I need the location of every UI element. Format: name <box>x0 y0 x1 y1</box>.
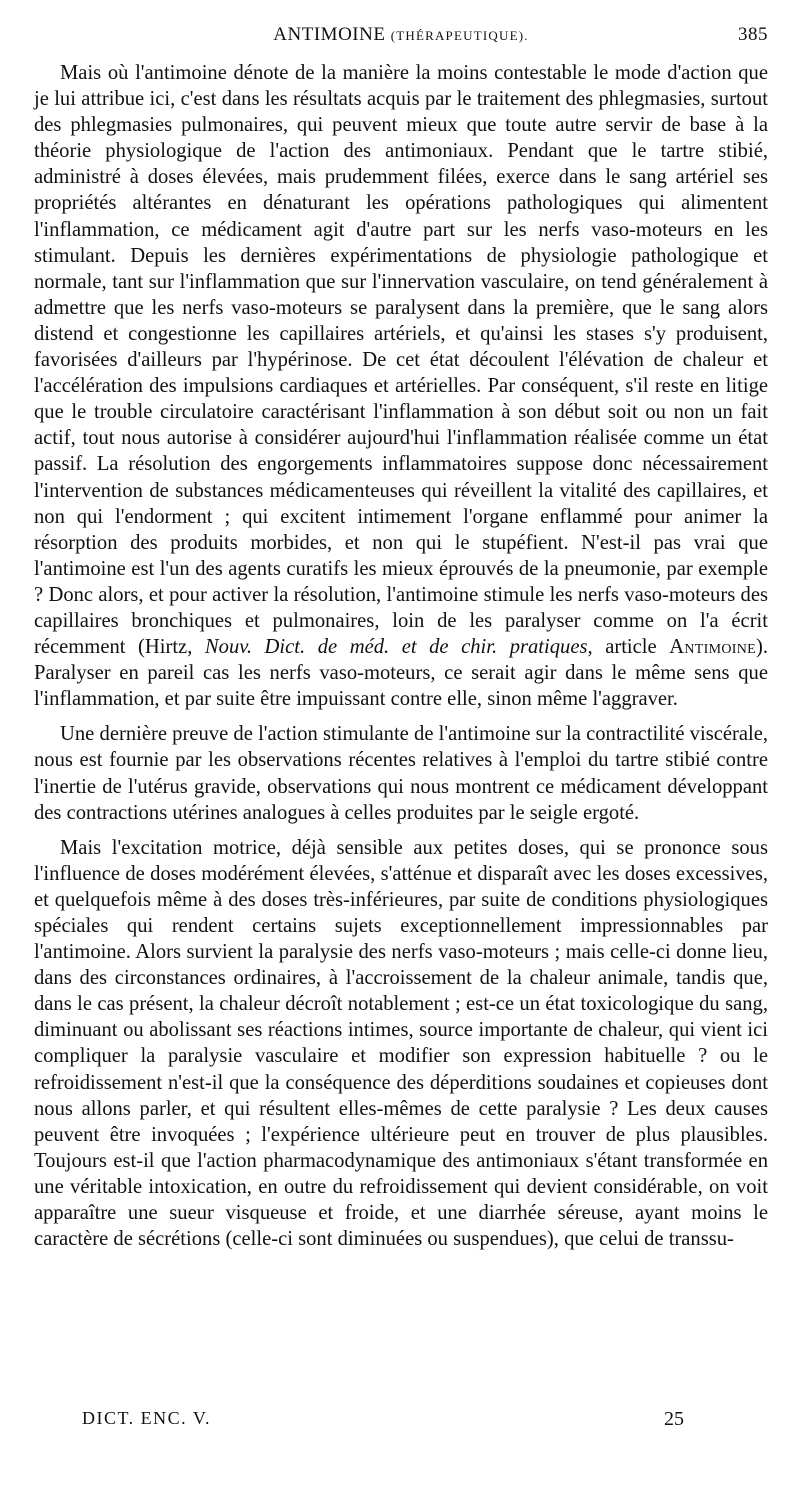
citation-article-label: article <box>592 636 670 659</box>
citation-title: Nouv. Dict. de méd. et de chir. pratiques, <box>204 636 593 659</box>
header-subtitle: (THÉRAPEUTIQUE). <box>390 28 529 43</box>
paragraph-2: Une dernière preuve de l'action stimulante de l'antimoine sur la contractilité viscérale, nous est fournie par les observations récentes relatives à l'emploi du tartre stibié contre l'inertie de l'utérus gravide, observations qui nous montrent ce médicament développant des contractions utérines analogues à celles produites par le seigle ergoté. <box>34 723 768 824</box>
signature-mark: DICT. ENC. V. <box>82 1408 212 1428</box>
citation-article-name: Antimoine <box>669 636 756 659</box>
body-text <box>34 60 768 1252</box>
paragraph-1-continuation: ). Paralyser en pareil cas les nerfs vaso-moteurs, ce serait agir dans le même sens que l'inflammation, et par suite être impuissant contre elle, sinon même l'aggraver. <box>34 636 769 711</box>
sheet-number: 25 <box>664 1408 684 1430</box>
running-head <box>34 24 768 54</box>
header-title: ANTIMOINE <box>273 24 386 45</box>
page-footer <box>34 1408 768 1438</box>
running-title <box>34 24 768 46</box>
paragraph-1-text: Mais où l'antimoine dénote de la manière la moins contestable le mode d'action que je lui attribue ici, c'est dans les résultats acquis par le traitement des phlegmasies, surtout des phlegmasies pulmonaires, qui peuvent mieux que toute autre servir de base à la théorie physiologique de l'action des antimoniaux. Pendant que le tartre stibié, administré à doses élevées, mais prudemment filées, exerce dans le sang artériel ses propriétés altérantes en dénaturant les opérations pathologiques qui alimentent l'inflammation, ce médicament agit d'autre part sur les nerfs vaso-moteurs en les stimulant. Depuis les dernières expérimentations de physiologie pathologique et normale, tant sur l'inflammation que sur l'innervation vasculaire, on tend généralement à admettre que les nerfs vaso-moteurs se paralysent dans la première, que le sang alors distend et congestionne les capillaires artériels, et qu'ainsi les stases s'y produisent, favorisées d'ailleurs par l'hypérinose. De cet état découlent l'élévation de chaleur et l'accélération des impulsions cardiaques et artérielles. Par conséquent, s'il reste en litige que le trouble circulatoire caractérisant l'inflammation à son début soit ou non un fait actif, tout nous autorise à considérer aujourd'hui l'inflammation réalisée comme un état passif. La résolution des engorgements inflammatoires suppose donc nécessairement l'intervention de substances médicamenteuses qui réveillent la vitalité des capillaires, et non qui l'endorment ; qui excitent intimement l'organe enflammé pour animer la résorption des produits morbides, et non qui le stupéfient. N'est-il pas vrai que l'antimoine est l'un des agents curatifs les mieux éprouvés de la pneumonie, par exemple ? Donc alors, et pour activer la résolution, l'antimoine stimule les nerfs vaso-moteurs des capillaires bronchiques et pulmonaires, loin de les paralyser comme on l'a écrit récemment (Hirtz, <box>34 62 768 659</box>
book-page <box>34 24 768 1252</box>
page-number: 385 <box>738 24 768 45</box>
paragraph-3: Mais l'excitation motrice, déjà sensible aux petites doses, qui se prononce sous l'influence de doses modérément élevées, s'atténue et disparaît avec les doses excessives, et quelquefois même à des doses très-inférieures, par suite de conditions physiologiques spéciales qui rendent certains sujets exceptionnellement impressionnables par l'antimoine. Alors survient la paralysie des nerfs vaso-moteurs ; mais celle-ci donne lieu, dans des circonstances ordinaires, à l'accroissement de la chaleur animale, tandis que, dans le cas présent, la chaleur décroît notablement ; est-ce un état toxicologique du sang, diminuant ou abolissant ses réactions intimes, source importante de chaleur, qui vient ici compliquer la paralysie vasculaire et modifier son expression habituelle ? ou le refroidissement n'est-il que la conséquence des déperditions soudaines et copieuses dont nous allons parler, et qui résultent elles-mêmes de cette paralysie ? Les deux causes peuvent être invoquées ; l'expérience ultérieure peut en trouver de plus plausibles. Toujours est-il que l'action pharmacodynamique des antimoniaux s'étant transformée en une véritable intoxication, en outre du refroidissement qui devient considérable, on voit apparaître une sueur visqueuse et froide, et une diarrhée séreuse, ayant moins le caractère de sécrétions (celle-ci sont diminuées ou suspendues), que celui de transsu- <box>34 836 768 1251</box>
paragraph-1 <box>34 60 768 712</box>
